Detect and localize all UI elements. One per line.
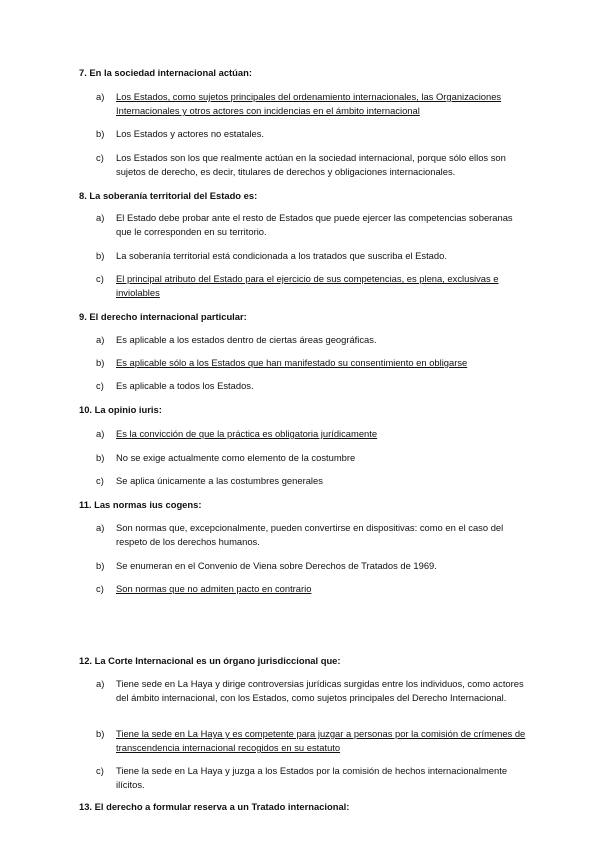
option-text-correct: Los Estados, como sujetos principales del ordenamiento internacionales, las Organizaciones Internacionales y otros actores con incidencias en el ámbito internacional bbox=[116, 91, 502, 116]
question-9-title: 9. El derecho internacional particular: bbox=[79, 311, 247, 322]
option-text: Tiene sede en La Haya y dirige controversias jurídicas surgidas entre los individuos, como actores del ámbito internacional, con los Estados, como sujetos principales del Derecho Internacional. bbox=[116, 678, 524, 703]
option-text: Es aplicable a todos los Estados. bbox=[116, 380, 254, 391]
option-text: Es aplicable a los estados dentro de ciertas áreas geográficas. bbox=[116, 334, 377, 345]
question-8-option-c bbox=[96, 272, 526, 300]
option-text-correct: Es aplicable sólo a los Estados que han manifestado su consentimiento en obligarse bbox=[116, 357, 468, 368]
question-7-option-c bbox=[96, 151, 526, 179]
option-letter: b) bbox=[96, 728, 105, 739]
question-9-option-b bbox=[96, 356, 526, 370]
option-text: Los Estados y actores no estatales. bbox=[116, 128, 264, 139]
question-12-option-c bbox=[96, 764, 526, 792]
option-text-correct: Es la convicción de que la práctica es obligatoria jurídicamente bbox=[116, 428, 378, 439]
option-letter: c) bbox=[96, 152, 104, 163]
option-letter: a) bbox=[96, 91, 105, 102]
option-letter: c) bbox=[96, 583, 104, 594]
question-11-option-a bbox=[96, 521, 526, 549]
question-10-option-b bbox=[96, 451, 526, 465]
option-text-correct: El principal atributo del Estado para el ejercicio de sus competencias, es plena, exclusivas e inviolables bbox=[116, 273, 499, 298]
option-letter: c) bbox=[96, 765, 104, 776]
question-10-option-c bbox=[96, 474, 526, 488]
option-text: Tiene la sede en La Haya y juzga a los Estados por la comisión de hechos internacionalmente ilícitos. bbox=[116, 765, 508, 790]
question-11-title: 11. Las normas ius cogens: bbox=[79, 499, 202, 510]
question-7-title: 7. En la sociedad internacional actúan: bbox=[79, 67, 252, 78]
option-text-correct: Son normas que no admiten pacto en contrario bbox=[116, 583, 312, 594]
option-text: No se exige actualmente como elemento de la costumbre bbox=[116, 452, 356, 463]
option-text: Se aplica únicamente a las costumbres generales bbox=[116, 475, 323, 486]
question-10-title: 10. La opinio iuris: bbox=[79, 404, 162, 415]
option-letter: a) bbox=[96, 334, 105, 345]
option-text: Los Estados son los que realmente actúan en la sociedad internacional, porque sólo ellos son sujetos de derecho, es decir, titulares de derechos y obligaciones internacionales. bbox=[116, 152, 506, 177]
option-letter: b) bbox=[96, 560, 105, 571]
question-11-option-c bbox=[96, 582, 526, 596]
option-letter: c) bbox=[96, 475, 104, 486]
question-7-option-a bbox=[96, 90, 526, 118]
question-9-option-c bbox=[96, 379, 526, 393]
question-8-title: 8. La soberanía territorial del Estado es: bbox=[79, 190, 258, 201]
option-letter: a) bbox=[96, 522, 105, 533]
option-letter: b) bbox=[96, 250, 105, 261]
option-text: Se enumeran en el Convenio de Viena sobre Derechos de Tratados de 1969. bbox=[116, 560, 437, 571]
option-letter: a) bbox=[96, 678, 105, 689]
option-text: Son normas que, excepcionalmente, pueden convertirse en dispositivas: como en el caso del respeto de los derechos humanos. bbox=[116, 522, 504, 547]
question-10-option-a bbox=[96, 427, 526, 441]
option-letter: a) bbox=[96, 428, 105, 439]
option-letter: b) bbox=[96, 128, 105, 139]
option-letter: b) bbox=[96, 357, 105, 368]
option-text-correct: Tiene la sede en La Haya y es competente para juzgar a personas por la comisión de crímenes de transcendencia internacional recogidos en su estatuto bbox=[116, 728, 526, 753]
option-text: La soberanía territorial está condicionada a los tratados que suscriba el Estado. bbox=[116, 250, 447, 261]
option-letter: b) bbox=[96, 452, 105, 463]
question-7-option-b bbox=[96, 127, 526, 141]
question-13-title: 13. El derecho a formular reserva a un Tratado internacional: bbox=[79, 801, 350, 812]
question-11-option-b bbox=[96, 559, 526, 573]
question-8-option-b bbox=[96, 249, 526, 263]
option-text: El Estado debe probar ante el resto de Estados que puede ejercer las competencias soberanas que le corresponden en su territorio. bbox=[116, 212, 513, 237]
question-12-option-b bbox=[96, 727, 526, 755]
question-8-option-a bbox=[96, 211, 526, 239]
question-9-option-a bbox=[96, 333, 526, 347]
question-12-option-a bbox=[96, 677, 526, 705]
option-letter: c) bbox=[96, 380, 104, 391]
option-letter: c) bbox=[96, 273, 104, 284]
question-12-title: 12. La Corte Internacional es un órgano jurisdiccional que: bbox=[79, 655, 341, 666]
option-letter: a) bbox=[96, 212, 105, 223]
